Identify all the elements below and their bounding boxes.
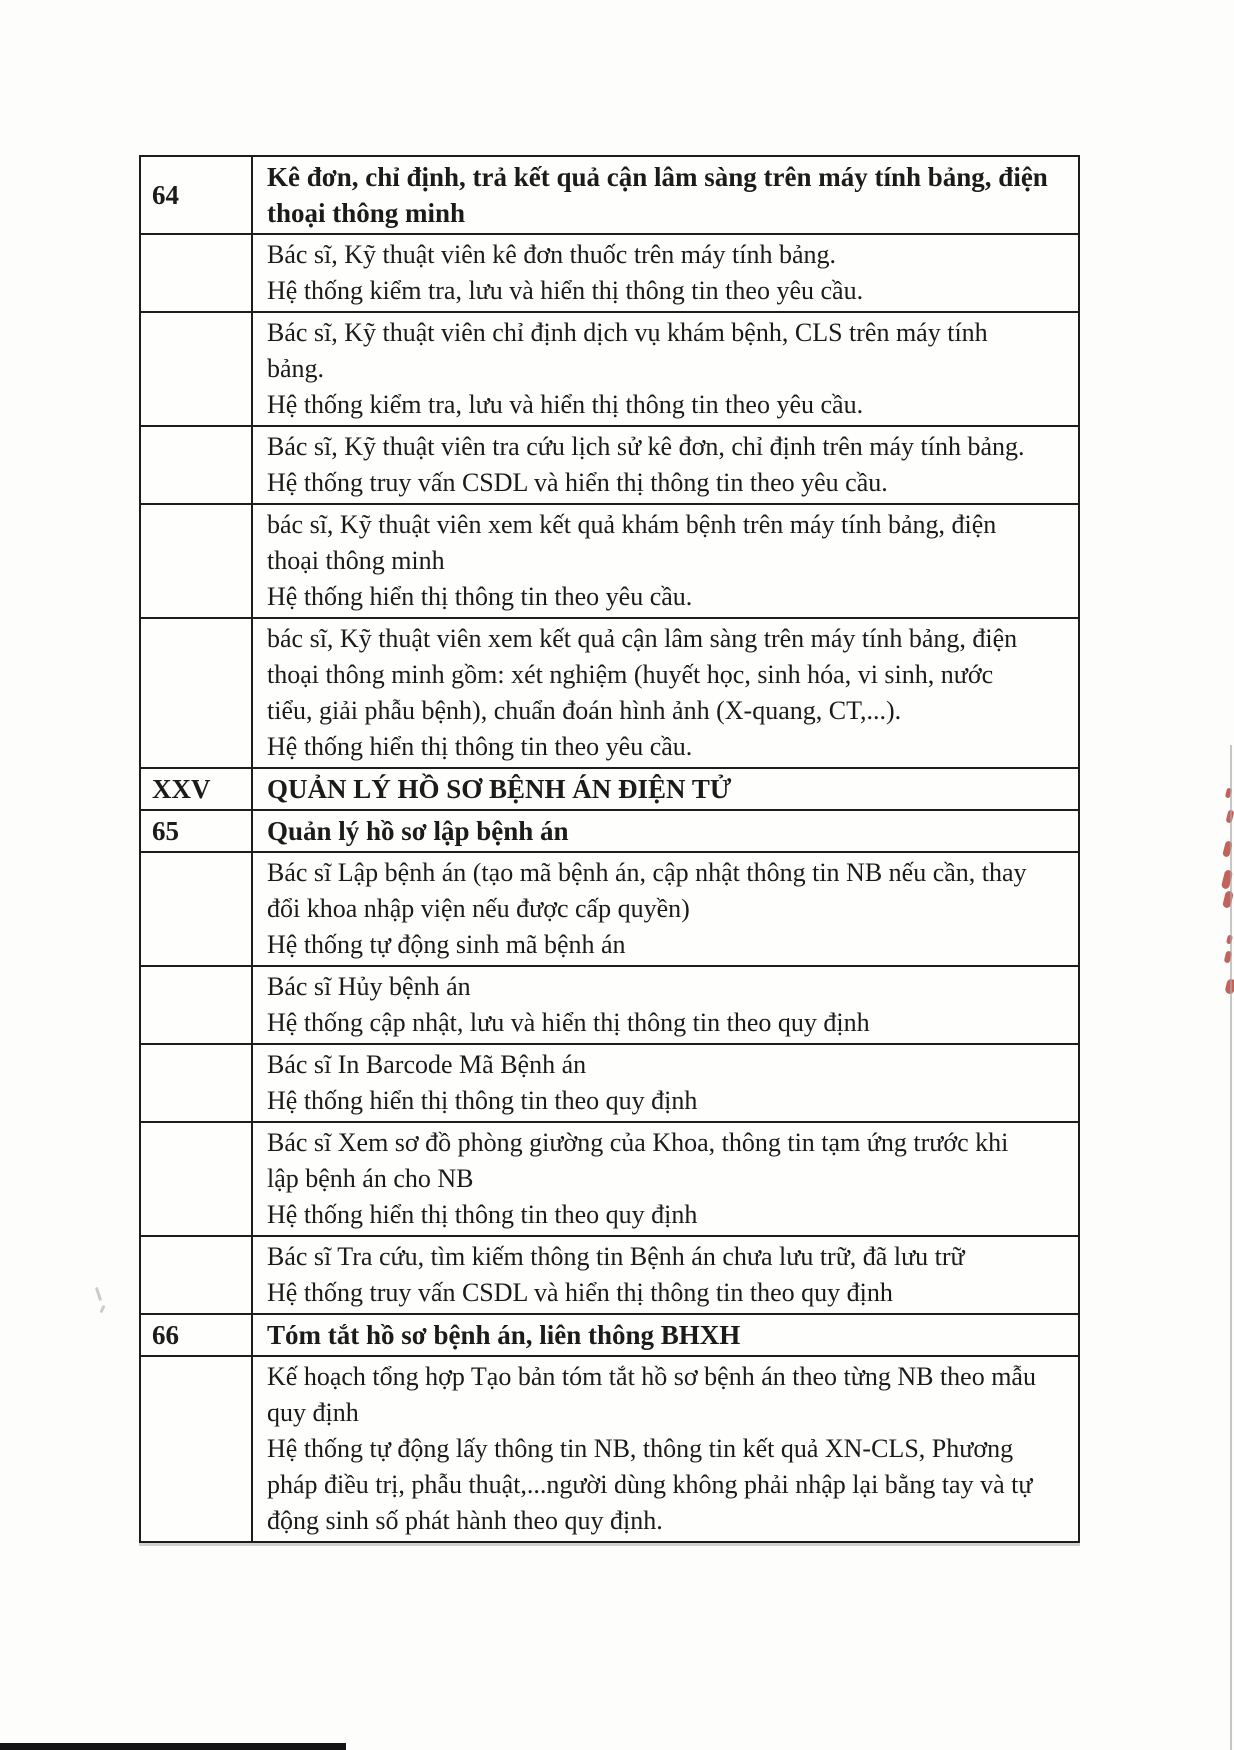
table-row xyxy=(141,313,1078,427)
text-line: Hệ thống truy vấn CSDL và hiển thị thông tin theo yêu cầu. xyxy=(267,468,888,497)
row-number-cell xyxy=(141,619,253,767)
text-line: thoại thông minh xyxy=(267,198,466,228)
row-number-cell xyxy=(141,1045,253,1121)
table-row xyxy=(141,1237,1078,1315)
row-content-cell xyxy=(253,769,1078,809)
table-row xyxy=(141,811,1078,853)
text-line: Hệ thống hiển thị thông tin theo quy định xyxy=(267,1200,698,1229)
text-line: Hệ thống hiển thị thông tin theo yêu cầu. xyxy=(267,582,693,611)
table-row xyxy=(141,505,1078,619)
text-line: bác sĩ, Kỹ thuật viên xem kết quả cận lâm sàng trên máy tính bảng, điện xyxy=(267,624,1018,653)
table-row xyxy=(141,1045,1078,1123)
row-number-cell: 65 xyxy=(141,811,253,851)
text-line: Hệ thống hiển thị thông tin theo yêu cầu. xyxy=(267,732,693,761)
row-content-cell xyxy=(253,811,1078,851)
row-content-cell xyxy=(253,505,1078,617)
text-line: Bác sĩ, Kỹ thuật viên tra cứu lịch sử kê đơn, chỉ định trên máy tính bảng. xyxy=(267,432,1025,461)
table-row xyxy=(141,1123,1078,1237)
text-line: Hệ thống kiểm tra, lưu và hiển thị thông tin theo yêu cầu. xyxy=(267,390,864,419)
table-row xyxy=(141,427,1078,505)
text-line: QUẢN LÝ HỒ SƠ BỆNH ÁN ĐIỆN TỬ xyxy=(267,774,732,804)
text-line: Hệ thống tự động lấy thông tin NB, thông tin kết quả XN-CLS, Phương xyxy=(267,1434,1014,1463)
text-line: đổi khoa nhập viện nếu được cấp quyền) xyxy=(267,894,690,923)
row-content-cell xyxy=(253,157,1078,233)
row-content-cell xyxy=(253,619,1078,767)
row-number-cell xyxy=(141,1357,253,1541)
table-row xyxy=(141,619,1078,769)
pencil-smudge xyxy=(99,1305,105,1314)
row-content-cell xyxy=(253,427,1078,503)
row-content-cell xyxy=(253,1123,1078,1235)
text-line: Hệ thống cập nhật, lưu và hiển thị thông tin theo quy định xyxy=(267,1008,870,1037)
page-edge-line xyxy=(1230,745,1232,1750)
text-line: Bác sĩ In Barcode Mã Bệnh án xyxy=(267,1050,587,1079)
table-row xyxy=(141,1357,1078,1541)
text-line: động sinh số phát hành theo quy định. xyxy=(267,1506,663,1535)
text-line: pháp điều trị, phẫu thuật,...người dùng không phải nhập lại bằng tay và tự xyxy=(267,1470,1033,1499)
text-line: thoại thông minh gồm: xét nghiệm (huyết học, sinh hóa, vi sinh, nước xyxy=(267,660,994,689)
row-number-cell xyxy=(141,1123,253,1235)
text-line: Bác sĩ, Kỹ thuật viên kê đơn thuốc trên máy tính bảng. xyxy=(267,240,837,269)
row-number-cell: 66 xyxy=(141,1315,253,1355)
text-line: Tóm tắt hồ sơ bệnh án, liên thông BHXH xyxy=(267,1320,741,1350)
text-line: Quản lý hồ sơ lập bệnh án xyxy=(267,816,569,846)
text-line: Bác sĩ Lập bệnh án (tạo mã bệnh án, cập nhật thông tin NB nếu cần, thay xyxy=(267,858,1027,887)
text-line: Bác sĩ Tra cứu, tìm kiếm thông tin Bệnh án chưa lưu trữ, đã lưu trữ xyxy=(267,1242,965,1271)
row-number-cell xyxy=(141,313,253,425)
pencil-smudge xyxy=(95,1287,102,1301)
row-content-cell xyxy=(253,235,1078,311)
text-line: Hệ thống kiểm tra, lưu và hiển thị thông tin theo yêu cầu. xyxy=(267,276,864,305)
table-row xyxy=(141,157,1078,235)
text-line: Bác sĩ Xem sơ đồ phòng giường của Khoa, thông tin tạm ứng trước khi xyxy=(267,1128,1009,1157)
table-row xyxy=(141,235,1078,313)
text-line: Kế hoạch tổng hợp Tạo bản tóm tắt hồ sơ bệnh án theo từng NB theo mẫu xyxy=(267,1362,1036,1391)
text-line: bác sĩ, Kỹ thuật viên xem kết quả khám bệnh trên máy tính bảng, điện xyxy=(267,510,997,539)
table-row xyxy=(141,769,1078,811)
row-number-cell xyxy=(141,427,253,503)
row-content-cell xyxy=(253,313,1078,425)
scan-edge-bar xyxy=(0,1743,346,1750)
text-line: quy định xyxy=(267,1398,359,1427)
row-content-cell xyxy=(253,1357,1078,1541)
row-number-cell: 64 xyxy=(141,157,253,233)
table-row xyxy=(141,853,1078,967)
red-pen-mark xyxy=(1222,890,1234,908)
text-line: thoại thông minh xyxy=(267,546,445,575)
row-number-cell: XXV xyxy=(141,769,253,809)
text-line: lập bệnh án cho NB xyxy=(267,1164,474,1193)
table-row xyxy=(141,967,1078,1045)
text-line: Hệ thống truy vấn CSDL và hiển thị thông tin theo quy định xyxy=(267,1278,893,1307)
text-line: Kê đơn, chỉ định, trả kết quả cận lâm sàng trên máy tính bảng, điện xyxy=(267,162,1048,192)
text-line: Hệ thống hiển thị thông tin theo quy định xyxy=(267,1086,698,1115)
row-number-cell xyxy=(141,235,253,311)
requirements-table xyxy=(139,155,1080,1543)
row-number-cell xyxy=(141,853,253,965)
row-number-cell xyxy=(141,967,253,1043)
text-line: Bác sĩ Hủy bệnh án xyxy=(267,972,471,1001)
text-line: tiểu, giải phẫu bệnh), chuẩn đoán hình ảnh (X-quang, CT,...). xyxy=(267,696,902,725)
text-line: Bác sĩ, Kỹ thuật viên chỉ định dịch vụ khám bệnh, CLS trên máy tính xyxy=(267,318,988,347)
table-row xyxy=(141,1315,1078,1357)
row-content-cell xyxy=(253,967,1078,1043)
row-content-cell xyxy=(253,1045,1078,1121)
row-content-cell xyxy=(253,1237,1078,1313)
text-line: Hệ thống tự động sinh mã bệnh án xyxy=(267,930,626,959)
row-number-cell xyxy=(141,1237,253,1313)
row-content-cell xyxy=(253,853,1078,965)
row-content-cell xyxy=(253,1315,1078,1355)
row-number-cell xyxy=(141,505,253,617)
text-line: bảng. xyxy=(267,354,325,383)
